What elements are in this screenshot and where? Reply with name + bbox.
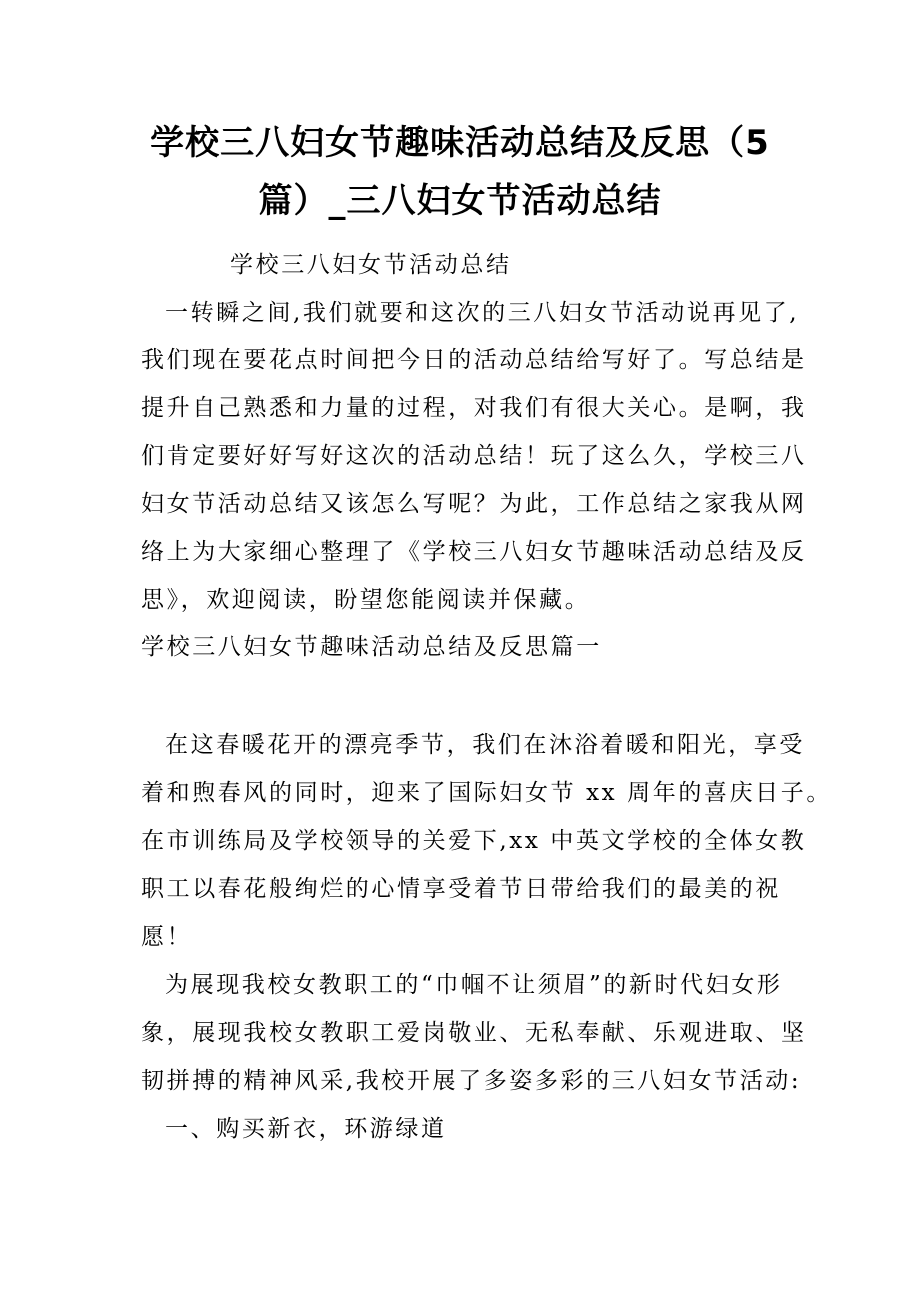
list-item: 一、购买新衣，环游绿道 bbox=[165, 1116, 447, 1142]
paragraph-line: 愿！ bbox=[141, 924, 193, 950]
document-title-line1: 学校三八妇女节趣味活动总结及反思（5 bbox=[150, 123, 770, 163]
paragraph-line: 韧拼搏的精神风采,我校开展了多姿多彩的三八妇女节活动: bbox=[141, 1068, 802, 1094]
intro-line: 提升自己熟悉和力量的过程，对我们有很大关心。是啊，我 bbox=[141, 395, 807, 421]
intro-line: 我们现在要花点时间把今日的活动总结给写好了。写总结是 bbox=[141, 347, 807, 373]
paragraph-line: 职工以春花般绚烂的心情享受着节日带给我们的最美的祝 bbox=[141, 876, 781, 902]
intro-line: 妇女节活动总结又该怎么写呢？为此，工作总结之家我从网 bbox=[141, 491, 807, 517]
document-title-line2: 篇）_三八妇女节活动总结 bbox=[258, 181, 662, 221]
subtitle: 学校三八妇女节活动总结 bbox=[230, 252, 512, 278]
paragraph-line: 象，展现我校女教职工爱岗敬业、无私奉献、乐观进取、坚 bbox=[141, 1020, 807, 1046]
paragraph-line: 着和煦春风的同时，迎来了国际妇女节 xx 周年的喜庆日子。 bbox=[141, 780, 832, 806]
paragraph-line: 为展现我校女教职工的“巾帼不让须眉”的新时代妇女形 bbox=[165, 972, 783, 998]
intro-line: 们肯定要好好写好这次的活动总结！玩了这么久，学校三八 bbox=[141, 443, 807, 469]
paragraph-line: 在这春暖花开的漂亮季节，我们在沐浴着暖和阳光，享受 bbox=[165, 732, 805, 758]
section-heading: 学校三八妇女节趣味活动总结及反思篇一 bbox=[141, 634, 602, 660]
paragraph-line: 在市训练局及学校领导的关爱下,xx 中英文学校的全体女教 bbox=[141, 828, 807, 854]
intro-line: 思》，欢迎阅读，盼望您能阅读并保藏。 bbox=[141, 587, 591, 613]
intro-line: 一转瞬之间,我们就要和这次的三八妇女节活动说再见了, bbox=[165, 300, 800, 326]
intro-line: 络上为大家细心整理了《学校三八妇女节趣味活动总结及反 bbox=[141, 539, 807, 565]
